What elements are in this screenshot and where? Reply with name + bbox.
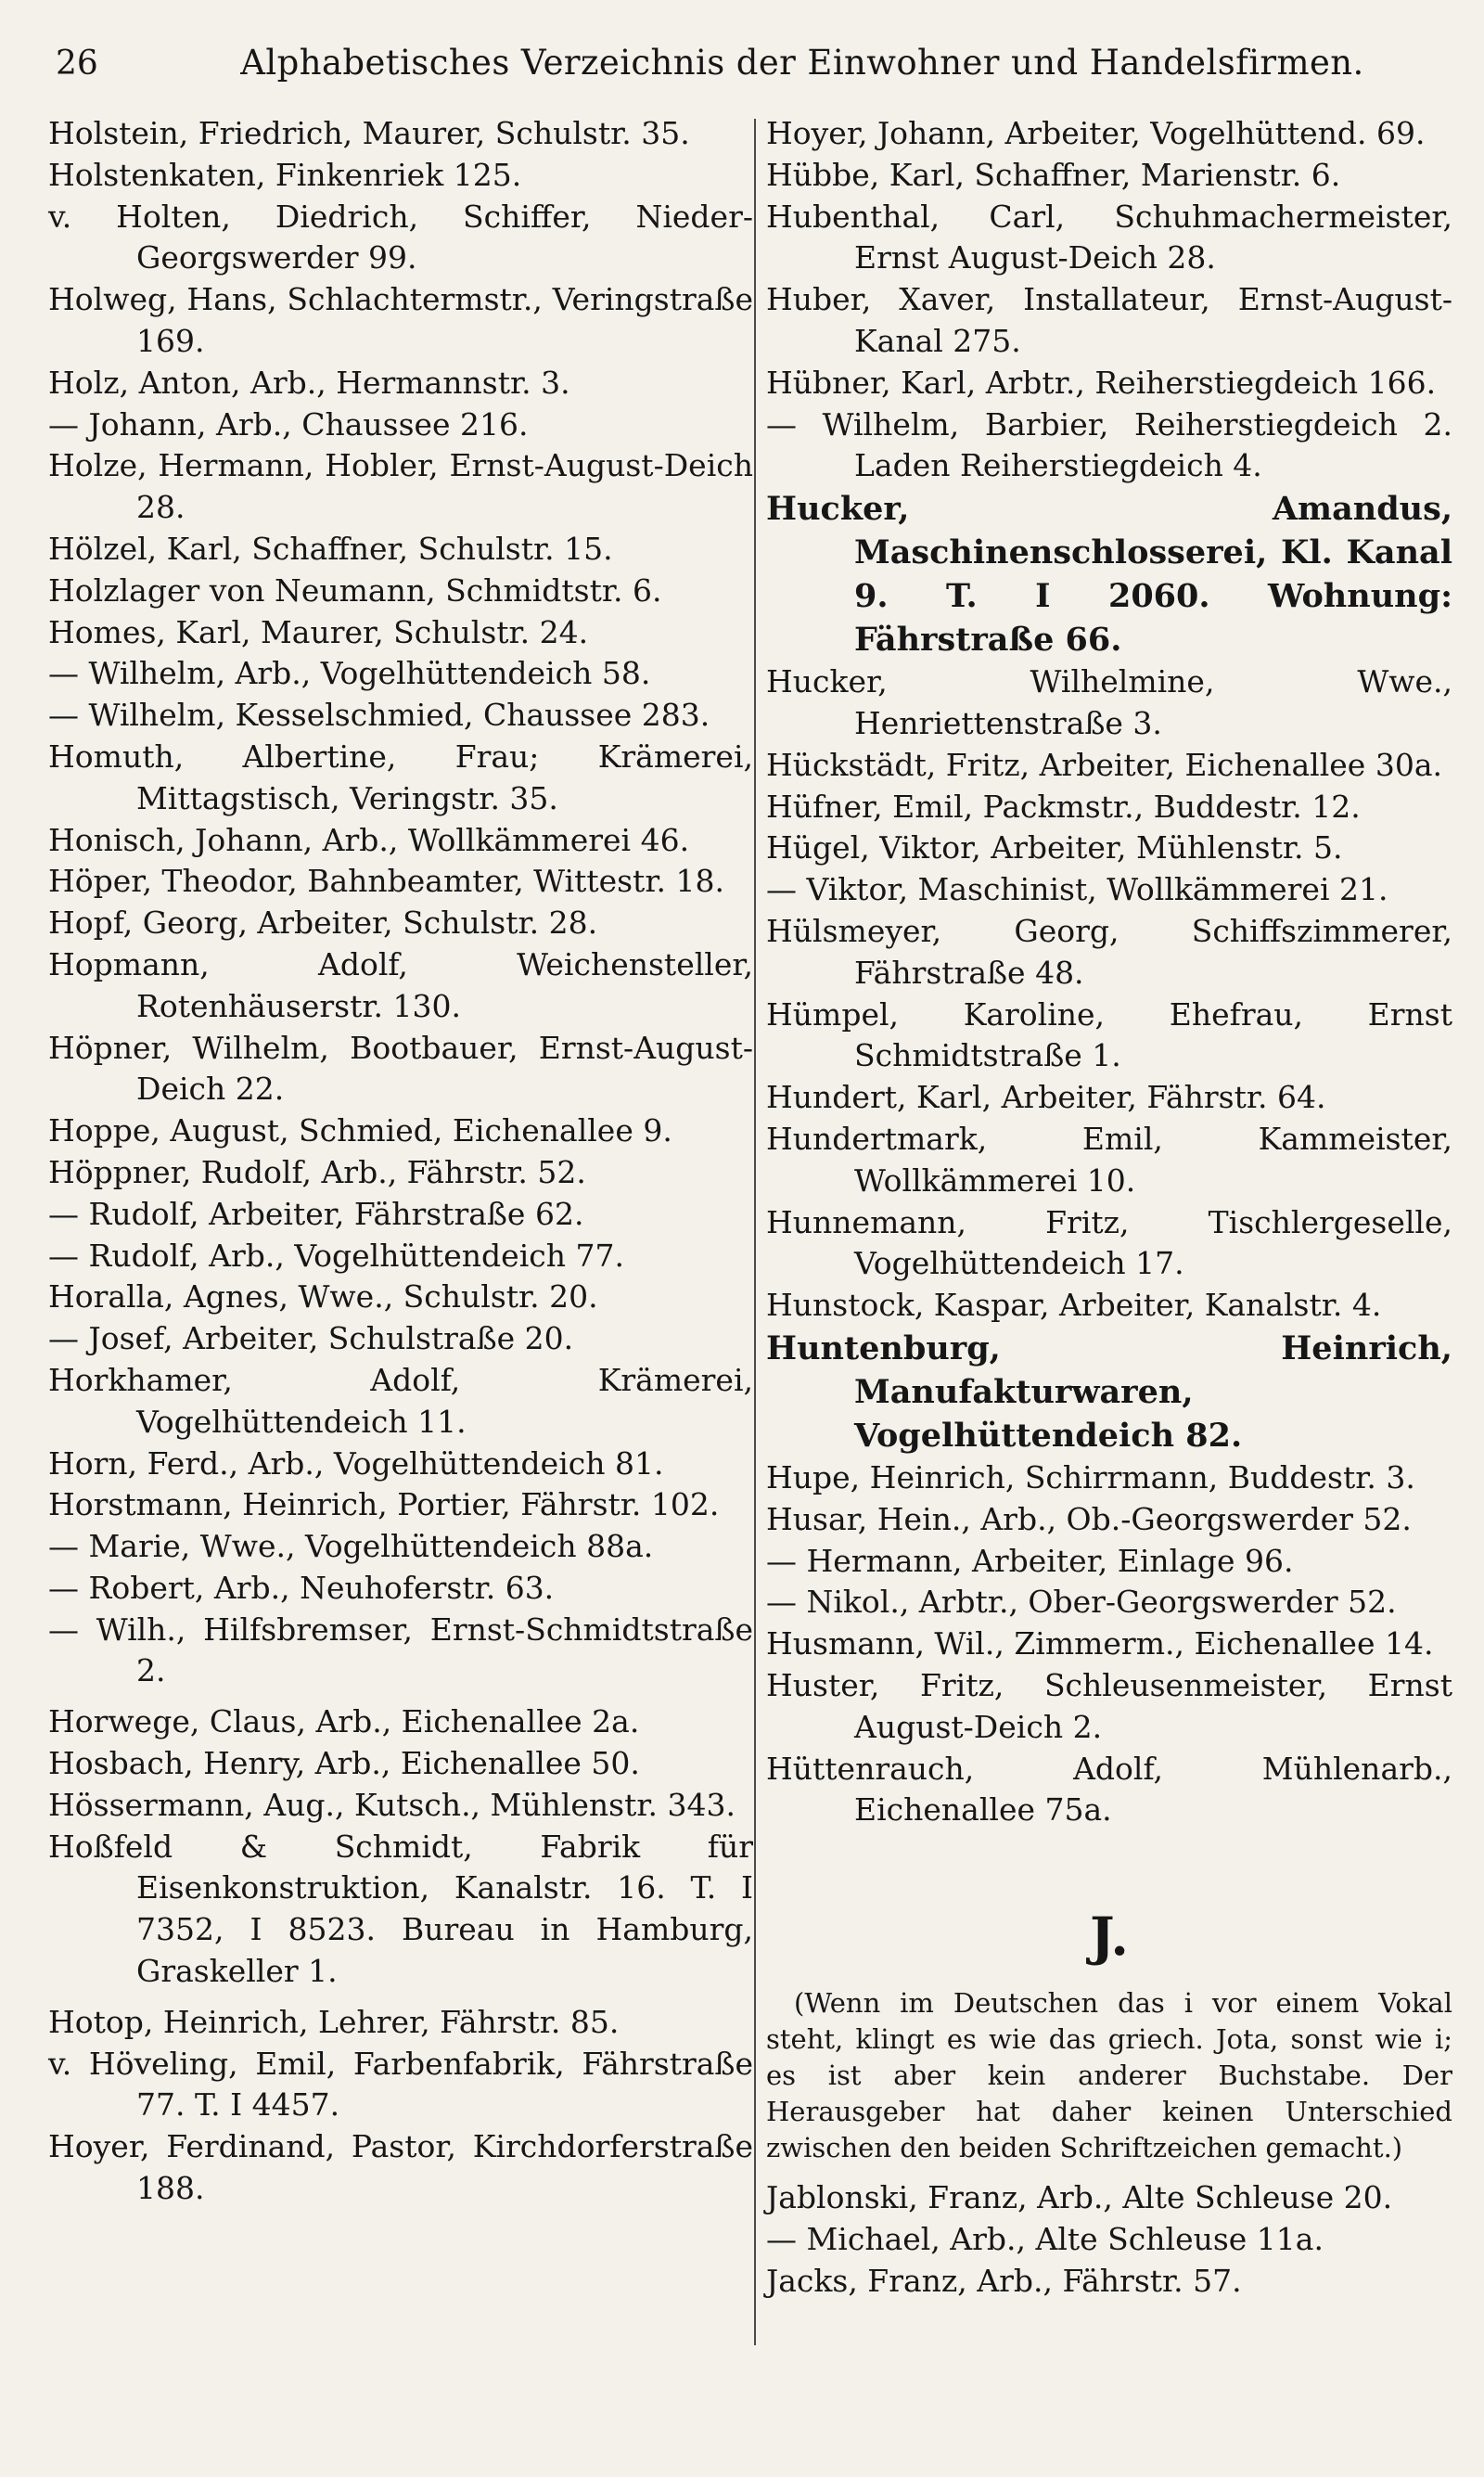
directory-entry: Hubenthal, Carl, Schuhmachermeister, Ernst August-Deich 28. <box>766 198 1452 276</box>
left-column <box>48 113 753 2210</box>
directory-entry: Huber, Xaver, Installateur, Ernst-August-Kanal 275. <box>766 281 1452 359</box>
directory-entry: Honisch, Johann, Arb., Wollkämmerei 46. <box>48 821 690 858</box>
directory-entry-advertisement: Huntenburg, Heinrich, Manufakturwaren, Vogelhüttendeich 82. <box>766 1328 1452 1455</box>
directory-entry: Hunnemann, Fritz, Tischlergeselle, Vogelhüttendeich 17. <box>766 1203 1452 1282</box>
directory-entry: Horstmann, Heinrich, Portier, Fährstr. 102. <box>48 1486 720 1523</box>
directory-entry: Höppner, Rudolf, Arb., Fährstr. 52. <box>48 1153 586 1190</box>
directory-entry: Holstenkaten, Finkenriek 125. <box>48 156 522 193</box>
directory-entry: — Michael, Arb., Alte Schleuse 11a. <box>766 2220 1324 2257</box>
directory-entry: Hübner, Karl, Arbtr., Reiherstiegdeich 166. <box>766 364 1437 401</box>
directory-entry: Hüttenrauch, Adolf, Mühlenarb., Eichenallee 75a. <box>766 1750 1452 1829</box>
directory-entry: Huster, Fritz, Schleusenmeister, Ernst August-Deich 2. <box>766 1666 1452 1745</box>
directory-entry: Hölzel, Karl, Schaffner, Schulstr. 15. <box>48 530 613 567</box>
directory-entry: — Hermann, Arbeiter, Einlage 96. <box>766 1542 1294 1579</box>
directory-entry: Hüfner, Emil, Packmstr., Buddestr. 12. <box>766 788 1361 825</box>
directory-entry: Homes, Karl, Maurer, Schulstr. 24. <box>48 613 589 650</box>
page-header <box>56 43 1447 108</box>
directory-entry: v. Holten, Diedrich, Schiffer, Nieder-Georgswerder 99. <box>48 198 753 276</box>
directory-entry: Horalla, Agnes, Wwe., Schulstr. 20. <box>48 1278 598 1316</box>
section-note: (Wenn im Deutschen das i vor einem Vokal steht, klingt es wie das griech. Jota, sonst wie i; es ist aber kein anderer Buchstabe. Der Herausgeber hat daher keinen Unterschied zwischen den beiden Schriftzeichen gemacht.) <box>766 1987 1452 2164</box>
directory-entry: — Rudolf, Arb., Vogelhüttendeich 77. <box>48 1237 624 1274</box>
directory-entry: — Nikol., Arbtr., Ober-Georgswerder 52. <box>766 1584 1397 1621</box>
directory-entry: Jablonski, Franz, Arb., Alte Schleuse 20. <box>766 2179 1393 2216</box>
directory-entry: — Marie, Wwe., Vogelhüttendeich 88a. <box>48 1528 654 1565</box>
directory-entry: Hopmann, Adolf, Weichensteller, Rotenhäuserstr. 130. <box>48 945 753 1024</box>
directory-entry: Hügel, Viktor, Arbeiter, Mühlenstr. 5. <box>766 829 1343 866</box>
directory-entry: Hümpel, Karoline, Ehefrau, Ernst Schmidtstraße 1. <box>766 995 1452 1074</box>
page-number: 26 <box>56 45 98 83</box>
directory-entry: v. Höveling, Emil, Farbenfabrik, Fährstraße 77. T. I 4457. <box>48 2045 753 2124</box>
directory-entry: Hübbe, Karl, Schaffner, Marienstr. 6. <box>766 156 1341 193</box>
directory-entry: Hupe, Heinrich, Schirrmann, Buddestr. 3. <box>766 1458 1415 1495</box>
directory-entry: Husmann, Wil., Zimmerm., Eichenallee 14. <box>766 1625 1434 1662</box>
directory-entry: Horn, Ferd., Arb., Vogelhüttendeich 81. <box>48 1444 664 1482</box>
directory-entry: — Wilhelm, Arb., Vogelhüttendeich 58. <box>48 655 651 692</box>
directory-entry: Hoppe, August, Schmied, Eichenallee 9. <box>48 1112 672 1149</box>
directory-entry: Horkhamer, Adolf, Krämerei, Vogelhüttendeich 11. <box>48 1361 753 1440</box>
directory-entry: — Wilh., Hilfsbremser, Ernst-Schmidtstraße 2. <box>48 1611 753 1689</box>
directory-entry: Holstein, Friedrich, Maurer, Schulstr. 35. <box>48 115 690 151</box>
directory-entry: Hoßfeld & Schmidt, Fabrik für Eisenkonstruktion, Kanalstr. 16. T. I 7352, I 8523. Bureau in Hamburg, Graskeller 1. <box>48 1828 753 1990</box>
spacer <box>48 1993 753 2002</box>
directory-entry: Höper, Theodor, Bahnbeamter, Wittestr. 18. <box>48 863 724 900</box>
directory-entry: — Wilhelm, Kesselschmied, Chaussee 283. <box>48 697 710 734</box>
right-column <box>766 113 1452 2302</box>
directory-entry: — Wilhelm, Barbier, Reiherstiegdeich 2. Laden Reiherstiegdeich 4. <box>766 405 1452 484</box>
directory-entry: Hotop, Heinrich, Lehrer, Fährstr. 85. <box>48 2003 620 2040</box>
directory-entry: — Rudolf, Arbeiter, Fährstraße 62. <box>48 1195 584 1232</box>
running-title: Alphabetisches Verzeichnis der Einwohner und Handelsfirmen. <box>240 43 1364 83</box>
directory-entry: Hoyer, Ferdinand, Pastor, Kirchdorferstraße 188. <box>48 2128 753 2207</box>
directory-entry: Homuth, Albertine, Frau; Krämerei, Mittagstisch, Veringstr. 35. <box>48 738 753 816</box>
directory-entry: Hopf, Georg, Arbeiter, Schulstr. 28. <box>48 905 598 942</box>
directory-entry: Hundertmark, Emil, Kammeister, Wollkämmerei 10. <box>766 1120 1452 1199</box>
directory-entry: Hoyer, Johann, Arbeiter, Vogelhüttend. 69. <box>766 115 1426 151</box>
column-divider <box>754 119 756 2345</box>
directory-entry: — Robert, Arb., Neuhoferstr. 63. <box>48 1569 555 1606</box>
directory-entry: Holz, Anton, Arb., Hermannstr. 3. <box>48 364 570 401</box>
directory-entry: Holzlager von Neumann, Schmidtstr. 6. <box>48 571 662 609</box>
directory-entry: — Josef, Arbeiter, Schulstraße 20. <box>48 1320 574 1357</box>
directory-entry: Hülsmeyer, Georg, Schiffszimmerer, Fährstraße 48. <box>766 912 1452 991</box>
directory-entry: — Viktor, Maschinist, Wollkämmerei 21. <box>766 871 1388 908</box>
directory-entry: Jacks, Franz, Arb., Fährstr. 57. <box>766 2262 1242 2299</box>
directory-entry: Holweg, Hans, Schlachtermstr., Veringstraße 169. <box>48 281 753 359</box>
directory-entry-advertisement: Hucker, Amandus, Maschinenschlosserei, Kl. Kanal 9. T. I 2060. Wohnung: Fährstraße 66. <box>766 490 1452 660</box>
directory-entry: Hucker, Wilhelmine, Wwe., Henriettenstraße 3. <box>766 663 1452 741</box>
directory-entry: Hosbach, Henry, Arb., Eichenallee 50. <box>48 1745 640 1782</box>
directory-entry: Hückstädt, Fritz, Arbeiter, Eichenallee 30a. <box>766 746 1442 783</box>
directory-entry: Horwege, Claus, Arb., Eichenallee 2a. <box>48 1703 640 1740</box>
directory-entry: Hössermann, Aug., Kutsch., Mühlenstr. 343. <box>48 1786 736 1823</box>
directory-entry: — Johann, Arb., Chaussee 216. <box>48 405 529 443</box>
directory-entry: Holze, Hermann, Hobler, Ernst-August-Deich 28. <box>48 447 753 526</box>
directory-entry: Höpner, Wilhelm, Bootbauer, Ernst-August-Deich 22. <box>48 1029 753 1108</box>
section-letter-heading: J. <box>1090 1906 1129 1969</box>
spacer <box>48 1692 753 1701</box>
directory-entry: Hundert, Karl, Arbeiter, Fährstr. 64. <box>766 1079 1326 1116</box>
directory-entry: Hunstock, Kaspar, Arbeiter, Kanalstr. 4. <box>766 1287 1382 1324</box>
directory-entry: Husar, Hein., Arb., Ob.-Georgswerder 52. <box>766 1500 1412 1537</box>
